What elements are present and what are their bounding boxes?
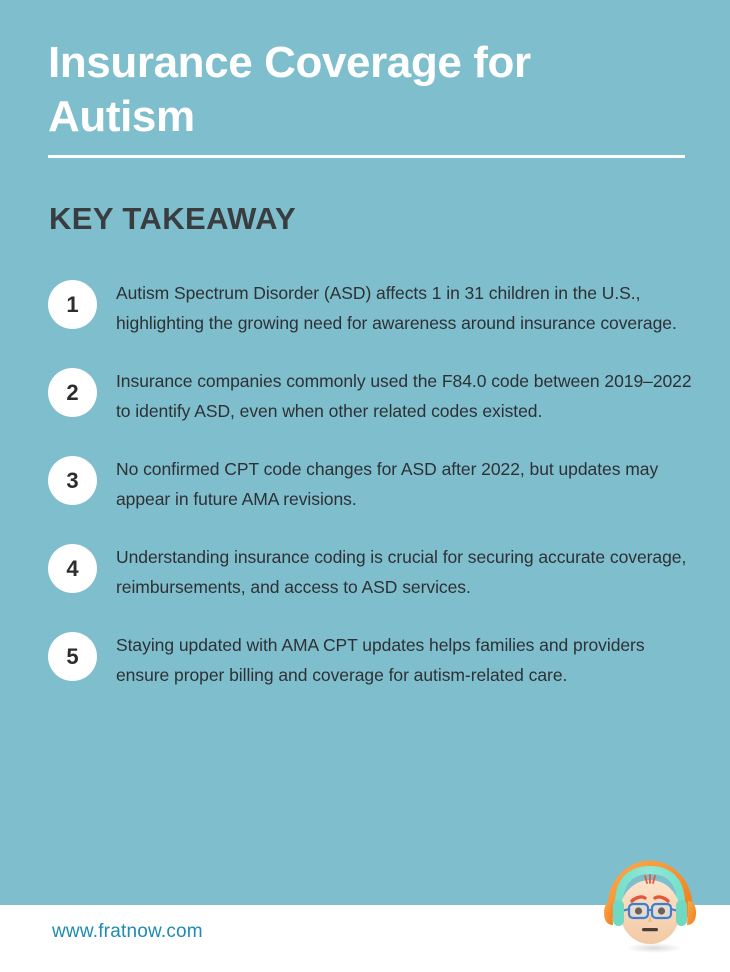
list-item (48, 630, 698, 690)
item-number-badge: 5 (48, 632, 97, 681)
avatar-with-headphones-icon (598, 857, 702, 955)
item-number-badge: 2 (48, 368, 97, 417)
section-heading: KEY TAKEAWAY (49, 201, 297, 236)
page-title: Insurance Coverage for Autism (48, 38, 531, 141)
takeaway-list (48, 278, 698, 690)
item-number-badge: 1 (48, 280, 97, 329)
item-text: Understanding insurance coding is crucial for securing accurate coverage, reimbursements, and access to ASD services. (116, 547, 687, 597)
item-text: Autism Spectrum Disorder (ASD) affects 1 in 31 children in the U.S., highlighting the growing need for awareness around insurance coverage. (116, 283, 677, 333)
list-item (48, 542, 698, 602)
item-text: Staying updated with AMA CPT updates helps families and providers ensure proper billing and coverage for autism-related care. (116, 635, 645, 685)
item-number-badge: 3 (48, 456, 97, 505)
website-url-link[interactable]: www.fratnow.com (52, 921, 203, 942)
list-item (48, 454, 698, 514)
list-item (48, 366, 698, 426)
item-number-badge: 4 (48, 544, 97, 593)
item-text: Insurance companies commonly used the F84.0 code between 2019–2022 to identify ASD, even when other related codes existed. (116, 371, 692, 421)
item-text: No confirmed CPT code changes for ASD after 2022, but updates may appear in future AMA revisions. (116, 459, 659, 509)
list-item (48, 278, 698, 338)
title-divider (48, 155, 685, 158)
